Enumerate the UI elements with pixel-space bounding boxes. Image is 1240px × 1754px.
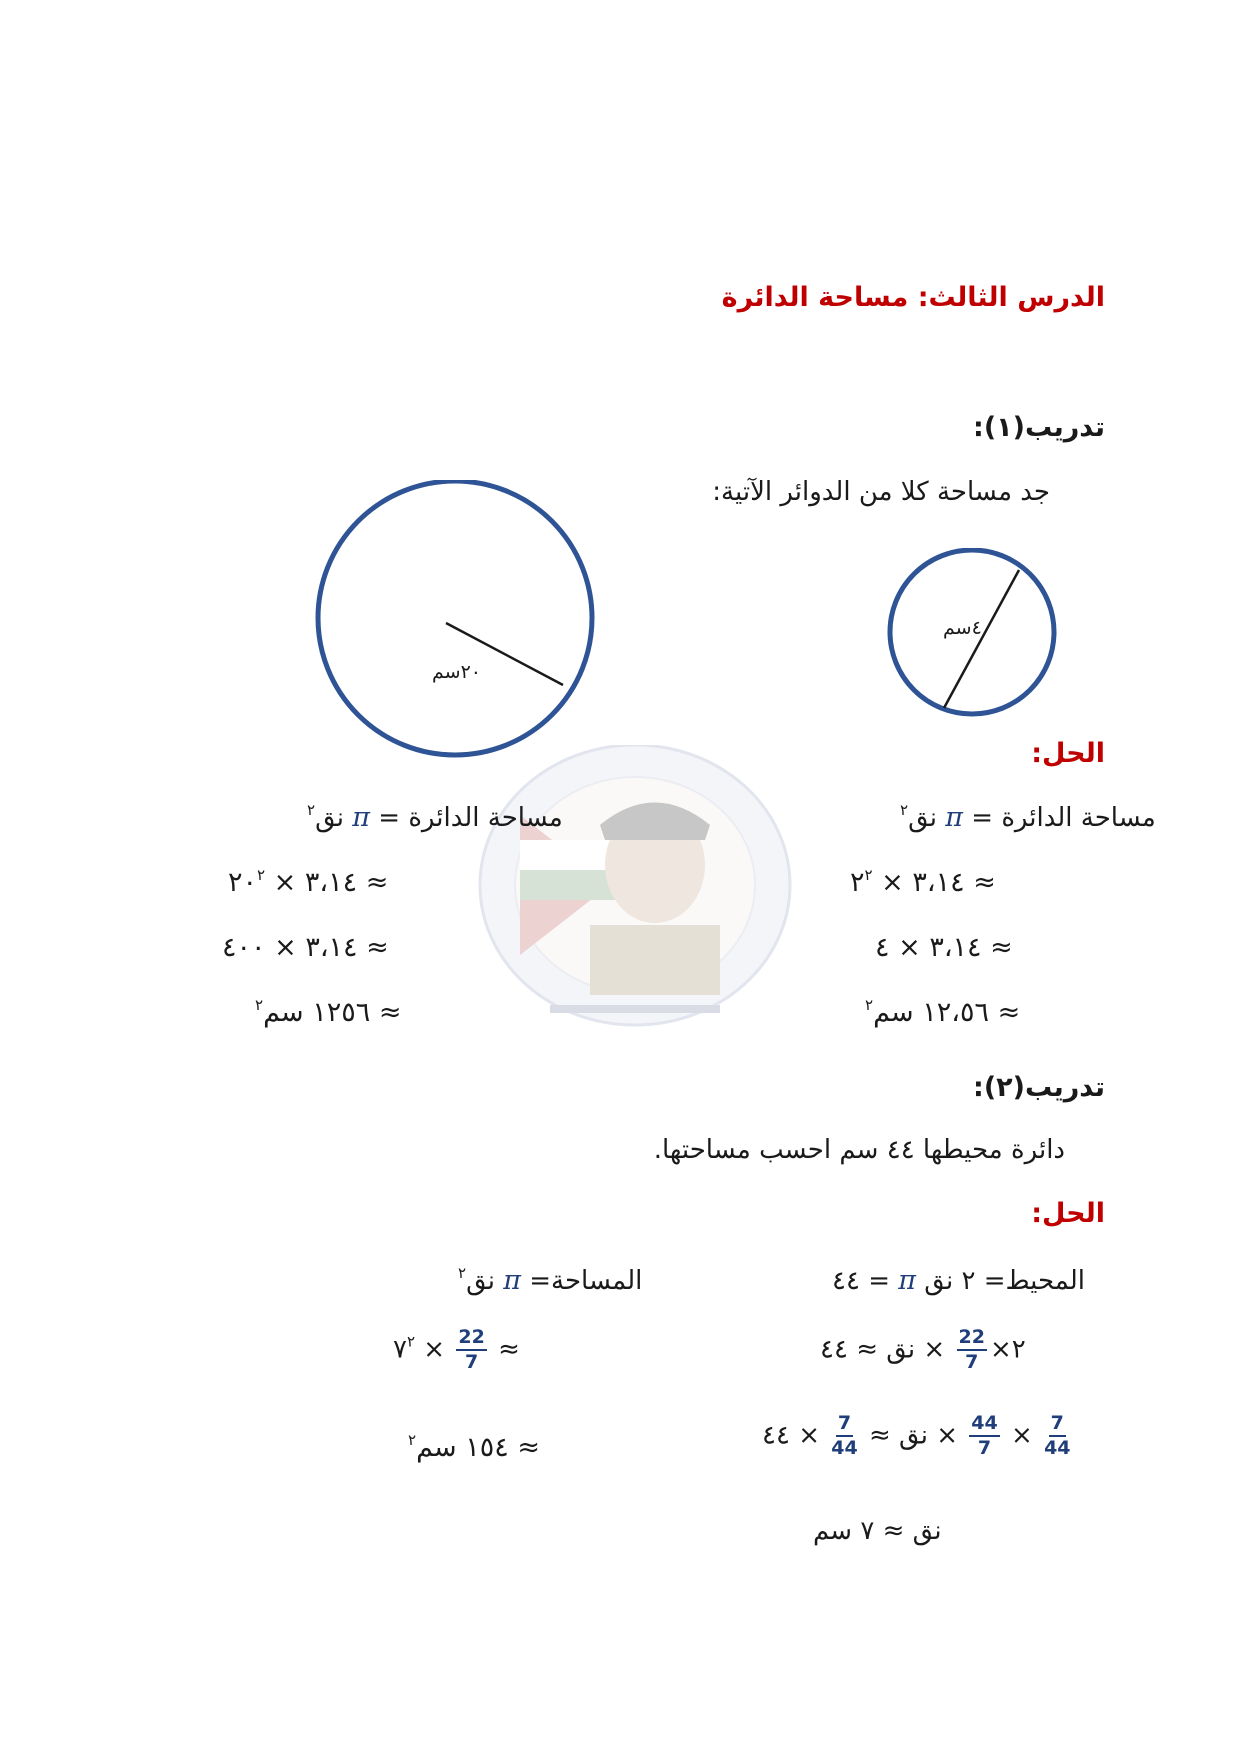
ex1-left-line-2: ≈ ٣،١٤ × ٤٠٠ [222, 932, 389, 963]
pi-symbol: π [352, 802, 370, 833]
fraction: $\frac{7}{44}$ [831, 1412, 858, 1459]
circle-large [310, 480, 600, 760]
exercise2-heading: تدريب(٢): [973, 1072, 1105, 1103]
ex1-left-line-3: ≈ ١٢٥٦ سم$^٢$ [255, 996, 402, 1028]
ex1-right-formula-line: مساحة الدائرة = π نق$^٢$ [900, 801, 1156, 833]
pi-symbol: π [503, 1265, 521, 1296]
circle-small-diameter [944, 570, 1019, 708]
exercise1-heading: تدريب(١): [973, 412, 1105, 443]
ex1-right-line-2: ≈ ٣،١٤ × ٤ [875, 932, 1013, 963]
watermark-emblem [470, 745, 800, 1055]
ex2-right-line-4: نق ≈ ٧ سم [813, 1516, 942, 1546]
pi-symbol: π [945, 802, 963, 833]
ex1-right-line-3: ≈ ١٢،٥٦ سم$^٢$ [865, 996, 1021, 1028]
fraction: $\frac{22}{7}$ [958, 1326, 985, 1373]
lesson-title: الدرس الثالث: مساحة الدائرة [721, 282, 1105, 313]
exercise2-prompt: دائرة محيطها ٤٤ سم احسب مساحتها. [653, 1135, 1065, 1165]
fraction: $\frac{22}{7}$ [458, 1326, 485, 1373]
exercise1-prompt: جد مساحة كلا من الدوائر الآتية: [712, 477, 1050, 507]
circle-small-label: ٤سم [943, 617, 982, 639]
ex1-left-line-1: ≈ ٣،١٤ × $٢٠^٢$ [228, 866, 389, 898]
fraction: $\frac{44}{7}$ [971, 1412, 998, 1459]
ex2-left-line-2: ≈ $\frac{22}{7}$ × $٧^٢$ [393, 1326, 520, 1373]
ex1-left-formula-line: مساحة الدائرة = π نق$^٢$ [307, 801, 563, 833]
exercise1-solution-label: الحل: [1031, 738, 1105, 769]
circle-large-outline [318, 481, 592, 755]
ex2-right-line-3: $\frac{7}{44}$ × $\frac{44}{7}$ × نق ≈ $\frac{7}{44}$ × ٤٤ [762, 1412, 1071, 1459]
ex2-left-line-3: ≈ ١٥٤ سم$^٢$ [408, 1431, 540, 1463]
circle-large-label: ٢٠سم [432, 661, 481, 683]
fraction: $\frac{7}{44}$ [1044, 1412, 1071, 1459]
ex2-left-line-1: المساحة= π نق$^٢$ [458, 1264, 643, 1296]
exercise2-solution-label: الحل: [1031, 1198, 1105, 1229]
ex2-right-line-2: ٢× $\frac{22}{7}$ × نق ≈ ٤٤ [820, 1326, 1026, 1373]
pi-symbol: π [898, 1265, 917, 1296]
ex1-right-line-1: ≈ ٣،١٤ × $٢^٢$ [850, 866, 996, 898]
ex2-right-line-1: المحيط= ٢ نق π = ٤٤ [832, 1265, 1085, 1296]
